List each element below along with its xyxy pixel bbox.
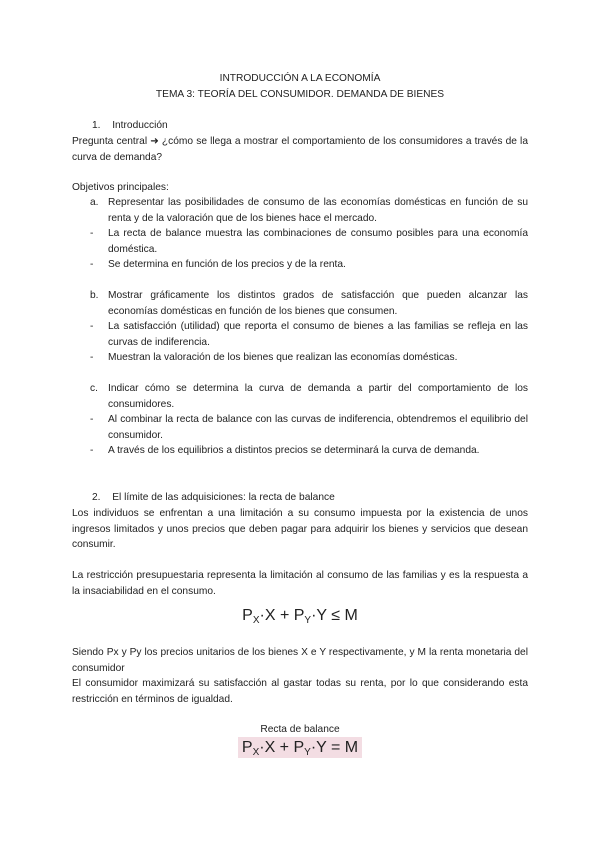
paragraph-limitation: Los individuos se enfrentan a una limitación a su consumo impuesta por la existencia de unos ingresos limitados y unos precios que deben pagar para adquirir los bienes y servicios que desean consumir. bbox=[72, 508, 528, 550]
bullet-text: La satisfacción (utilidad) que reporta el consumo de bienes a las familias se refleja en las curvas de indiferencia. bbox=[108, 321, 528, 348]
bullet-item bbox=[72, 319, 528, 350]
objective-item bbox=[72, 195, 528, 226]
paragraph-prices: Siendo Px y Py los precios unitarios de los bienes X e Y respectivamente, y M la renta monetaria del consumidor bbox=[72, 647, 528, 674]
bullet-text: Muestran la valoración de los bienes que realizan las economías domésticas. bbox=[108, 352, 458, 363]
list-marker: b. bbox=[90, 290, 99, 301]
objective-text: Mostrar gráficamente los distintos grados de satisfacción que pueden alcanzar las economías domésticas en función de los bienes que consumen. bbox=[108, 290, 528, 317]
bullet-text: Se determina en función de los precios y de la renta. bbox=[108, 259, 346, 270]
bullet-marker: - bbox=[90, 352, 94, 363]
bullet-text: La recta de balance muestra las combinaciones de consumo posibles para una economía doméstica. bbox=[108, 228, 528, 255]
bullet-marker: - bbox=[90, 259, 94, 270]
list-marker: c. bbox=[90, 383, 98, 394]
objectives-label: Objetivos principales: bbox=[72, 182, 169, 193]
objective-item bbox=[72, 381, 528, 412]
bullet-item bbox=[72, 257, 528, 273]
section2-title: El límite de las adquisiciones: la recta de balance bbox=[112, 492, 335, 503]
section1-title: Introducción bbox=[112, 120, 168, 131]
section1-number: 1. bbox=[92, 120, 101, 131]
section1-heading bbox=[92, 118, 168, 134]
bullet-item bbox=[72, 443, 528, 459]
section2-heading bbox=[92, 490, 335, 506]
objective-a bbox=[72, 195, 528, 273]
objective-b bbox=[72, 288, 528, 366]
bullet-marker: - bbox=[90, 321, 94, 332]
budget-line-label: Recta de balance bbox=[260, 724, 340, 735]
section2-number: 2. bbox=[92, 492, 101, 503]
formula-highlight: $P_X\cdot X + P_Y\cdot Y = M$ bbox=[238, 737, 362, 758]
bullet-text: Al combinar la recta de balance con las curvas de indiferencia, obtendremos el equilibrio del consumidor. bbox=[108, 414, 528, 441]
bullet-item bbox=[72, 412, 528, 443]
budget-inequality-formula: $P_X\cdot X + P_Y\cdot Y \le M$ bbox=[242, 607, 358, 626]
document-subtitle: TEMA 3: TEORÍA DEL CONSUMIDOR. DEMANDA DE BIENES bbox=[155, 89, 445, 100]
objective-item bbox=[72, 288, 528, 319]
bullet-marker: - bbox=[90, 445, 94, 456]
paragraph-restriction: La restricción presupuestaria representa la limitación al consumo de las familias y es la respuesta a la insaciabilidad en el consumo. bbox=[72, 570, 528, 597]
objective-text: Indicar cómo se determina la curva de demanda a partir del comportamiento de los consumidores. bbox=[108, 383, 528, 410]
budget-line-formula bbox=[0, 740, 600, 761]
paragraph-maximize: El consumidor maximizará su satisfacción al gastar todas su renta, por lo que considerando esta restricción en términos de igualdad. bbox=[72, 678, 528, 705]
objective-c bbox=[72, 381, 528, 459]
bullet-item bbox=[72, 226, 528, 257]
bullet-item bbox=[72, 350, 528, 366]
central-question: Pregunta central ➜ ¿cómo se llega a mostrar el comportamiento de los consumidores a través de la curva de demanda? bbox=[72, 136, 528, 163]
bullet-marker: - bbox=[90, 414, 94, 425]
document-title: INTRODUCCIÓN A LA ECONOMÍA bbox=[219, 73, 381, 84]
bullet-text: A través de los equilibrios a distintos precios se determinará la curva de demanda. bbox=[108, 445, 480, 456]
bullet-marker: - bbox=[90, 228, 94, 239]
list-marker: a. bbox=[90, 197, 99, 208]
objective-text: Representar las posibilidades de consumo de las economías domésticas en función de su renta y de la valoración que de los bienes hace el mercado. bbox=[108, 197, 528, 224]
